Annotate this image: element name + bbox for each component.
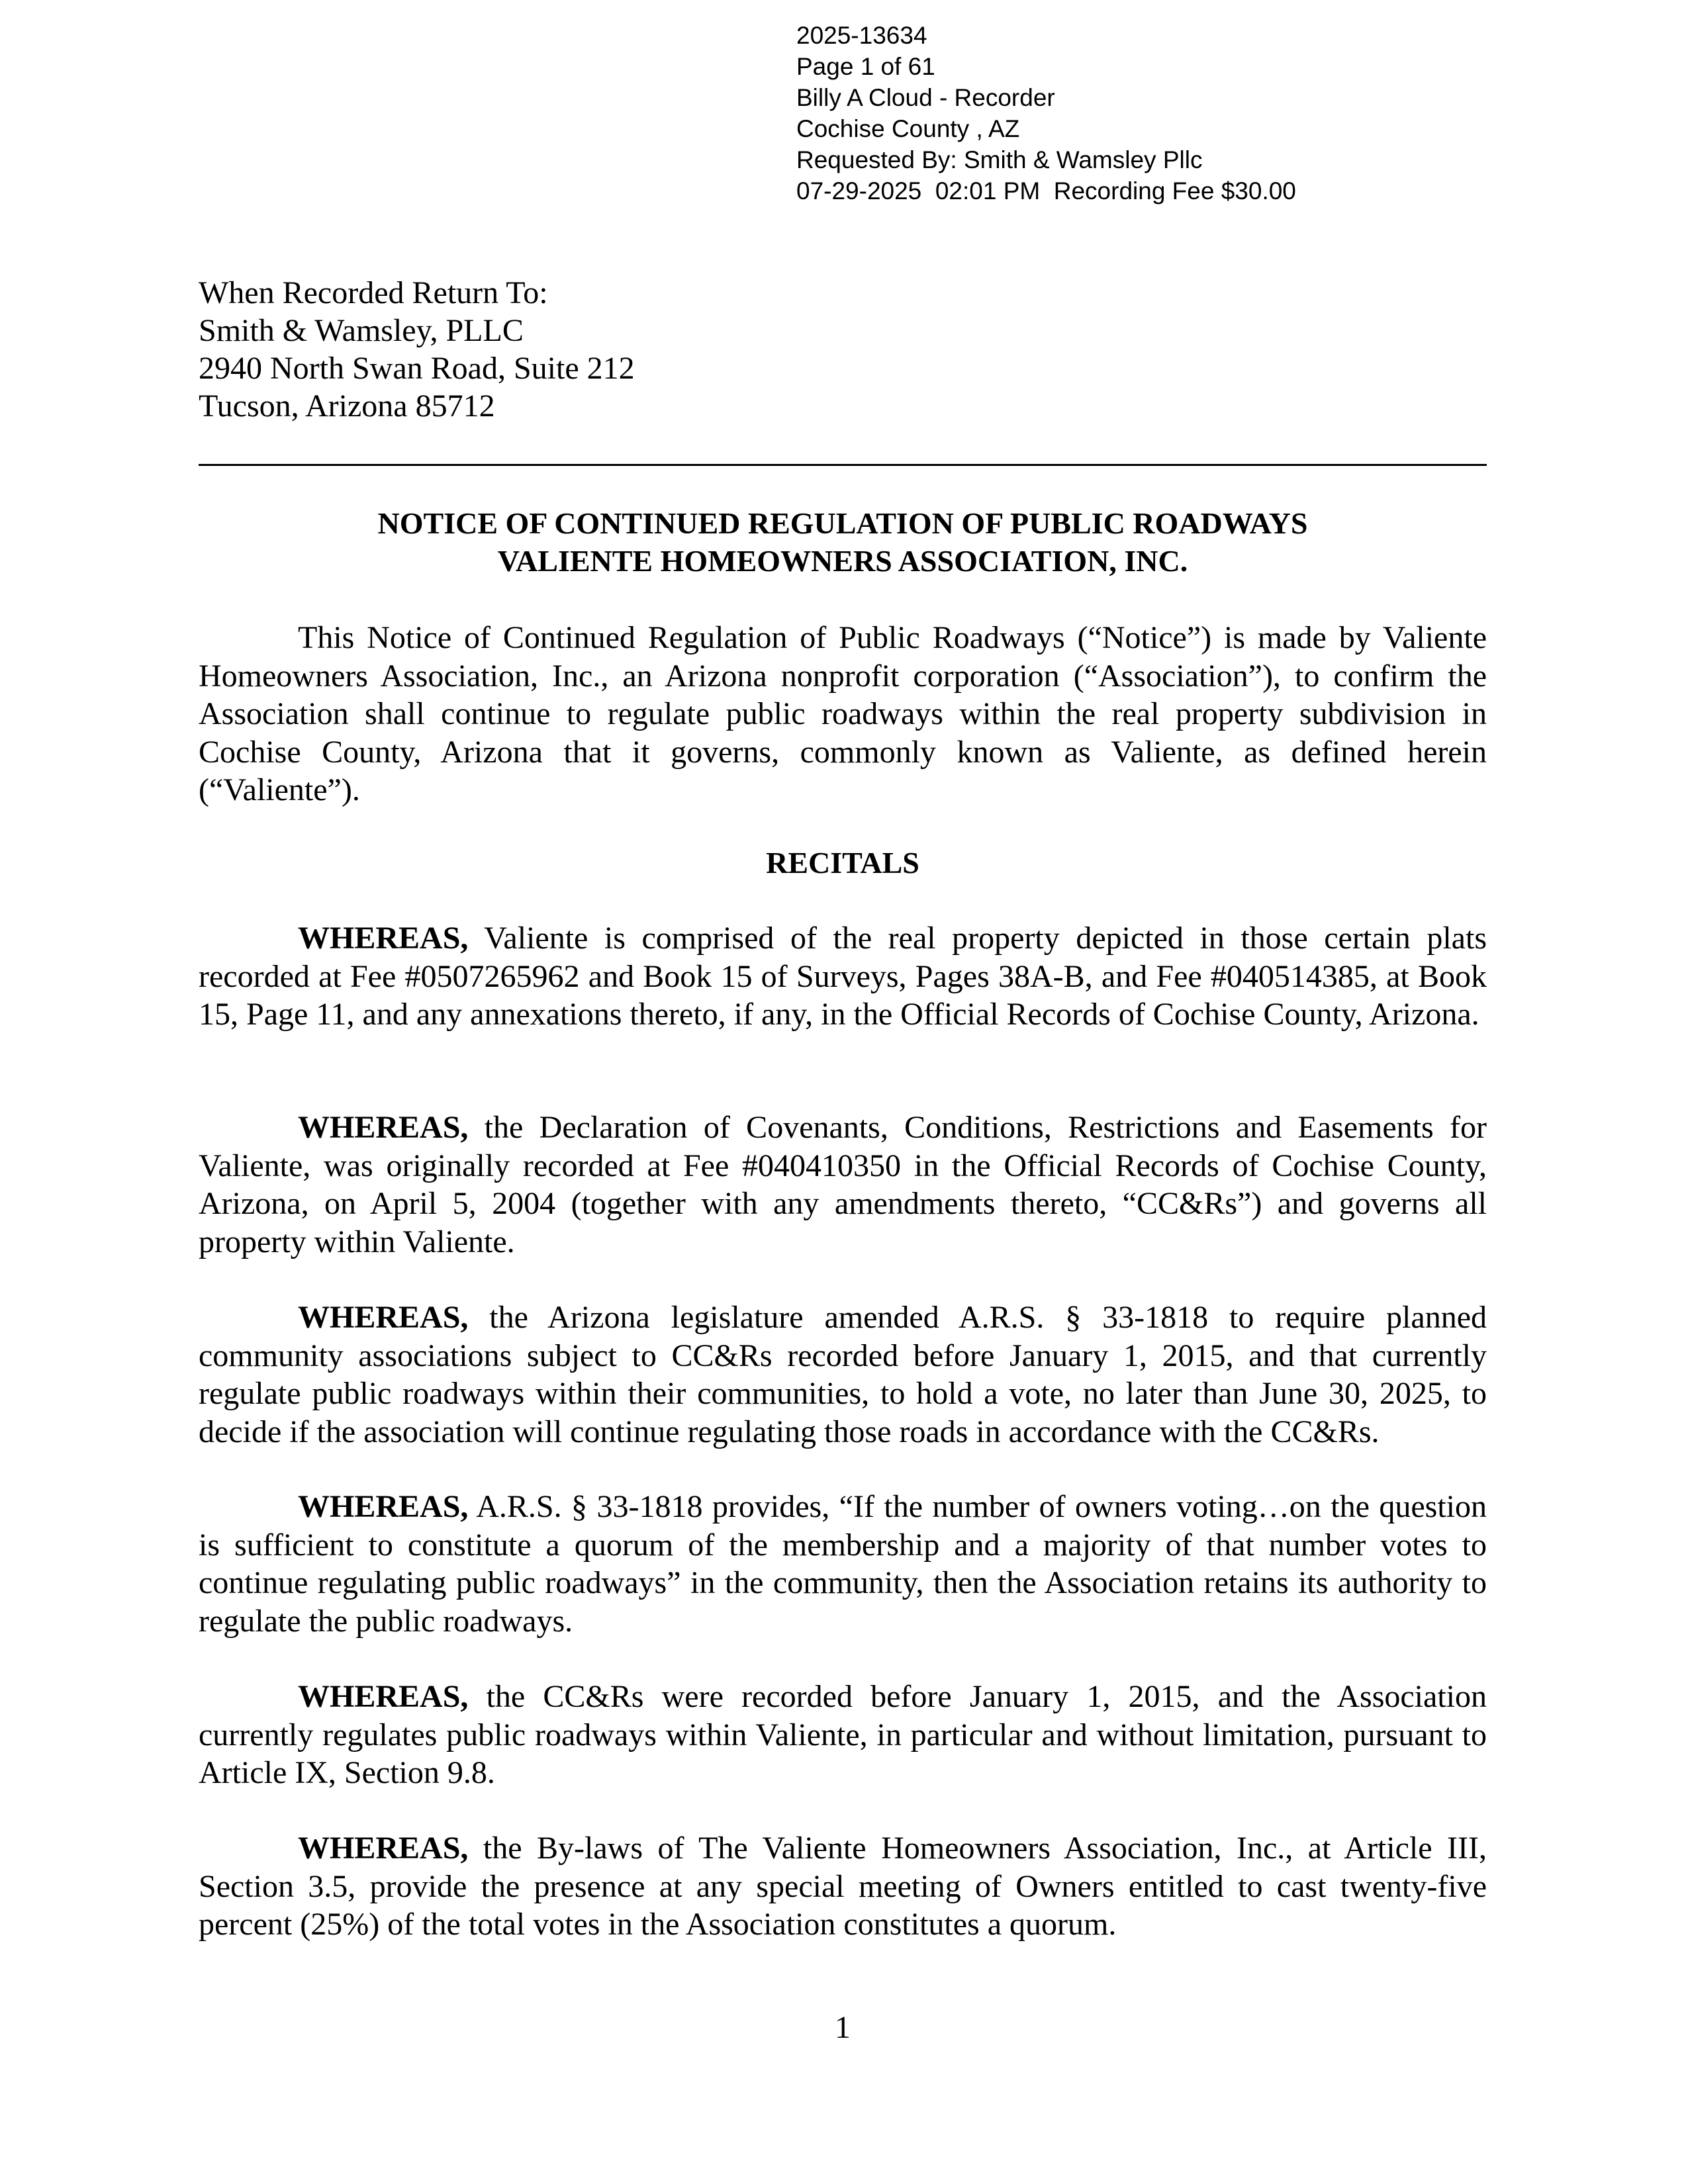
recital-lead: WHEREAS,: [298, 1489, 469, 1524]
recital-lead: WHEREAS,: [298, 921, 469, 956]
recital-lead: WHEREAS,: [298, 1679, 469, 1714]
recital-4: [199, 1488, 1487, 1640]
return-city: Tucson, Arizona 85712: [199, 388, 495, 424]
document-title: [199, 504, 1487, 580]
recital-3: [199, 1298, 1487, 1451]
recording-timestamp-fee: 07-29-2025 02:01 PM Recording Fee $30.00: [796, 177, 1296, 205]
recital-6: [199, 1829, 1487, 1944]
recital-lead: WHEREAS,: [298, 1110, 469, 1145]
recital-2: [199, 1109, 1487, 1261]
intro-paragraph-block: [199, 619, 1487, 809]
intro-paragraph: This Notice of Continued Regulation of Public Roadways (“Notice”) is made by Valiente Homeowners Association, Inc., an Arizona nonprofit corporation (“Association”), to confirm the Association shall continue to regulate public roadways within the real property subdivision in Cochise County, Arizona that it governs, commonly known as Valiente, as defined herein (“Valiente”).: [199, 620, 1487, 807]
page-info: Page 1 of 61: [796, 53, 935, 80]
recital-lead: WHEREAS,: [298, 1300, 469, 1335]
recital-1: [199, 919, 1487, 1034]
recital-text: the Arizona legislature amended A.R.S. § 33-1818 to require planned community associations subject to CC&Rs recorded before January 1, 2015, and that currently regulate public roadways within their communities, to hold a vote, no later than June 30, 2025, to decide if the association will continue regulating those roads in accordance with the CC&Rs.: [199, 1300, 1487, 1449]
recorder-name: Billy A Cloud - Recorder: [796, 84, 1055, 111]
recital-5: [199, 1678, 1487, 1792]
recital-text: Valiente is comprised of the real property depicted in those certain plats recorded at Fee #0507265962 and Book 15 of Surveys, Pages 38A-B, and Fee #040514385, at Book 15, Page 11, and any annexations thereto, if any, in the Official Records of Cochise County, Arizona.: [199, 921, 1487, 1032]
recitals-heading: RECITALS: [766, 846, 919, 880]
horizontal-divider: [199, 464, 1487, 466]
recital-text: A.R.S. § 33-1818 provides, “If the number of owners voting…on the question is sufficient to constitute a quorum of the membership and a majority of that number votes to continue regulating public roadways” in the community, then the Association retains its authority to regulate the public roadways.: [199, 1489, 1487, 1639]
page-number: 1: [835, 2010, 851, 2045]
document-number: 2025-13634: [796, 22, 927, 49]
county: Cochise County , AZ: [796, 115, 1020, 142]
recital-text: the Declaration of Covenants, Conditions, Restrictions and Easements for Valiente, was originally recorded at Fee #040410350 in the Official Records of Cochise County, Arizona, on April 5, 2004 (together with any amendments thereto, “CC&Rs”) and governs all property within Valiente.: [199, 1110, 1487, 1259]
recital-text: the By-laws of The Valiente Homeowners Association, Inc., at Article III, Section 3.5, provide the presence at any special meeting of Owners entitled to cast twenty-five percent (25%) of the total votes in the Association constitutes a quorum.: [199, 1831, 1487, 1942]
return-street: 2940 North Swan Road, Suite 212: [199, 351, 635, 386]
return-label: When Recorded Return To:: [199, 275, 548, 310]
return-address-block: [199, 274, 635, 425]
title-line-1: NOTICE OF CONTINUED REGULATION OF PUBLIC ROADWAYS: [377, 506, 1308, 540]
return-firm-name: Smith & Wamsley, PLLC: [199, 313, 524, 348]
recording-stamp: [796, 20, 1296, 206]
recital-text: the CC&Rs were recorded before January 1, 2015, and the Association currently regulates public roadways within Valiente, in particular and without limitation, pursuant to Article IX, Section 9.8.: [199, 1679, 1487, 1790]
recital-lead: WHEREAS,: [298, 1831, 469, 1866]
title-line-2: VALIENTE HOMEOWNERS ASSOCIATION, INC.: [497, 544, 1188, 578]
requested-by: Requested By: Smith & Wamsley Pllc: [796, 146, 1203, 173]
